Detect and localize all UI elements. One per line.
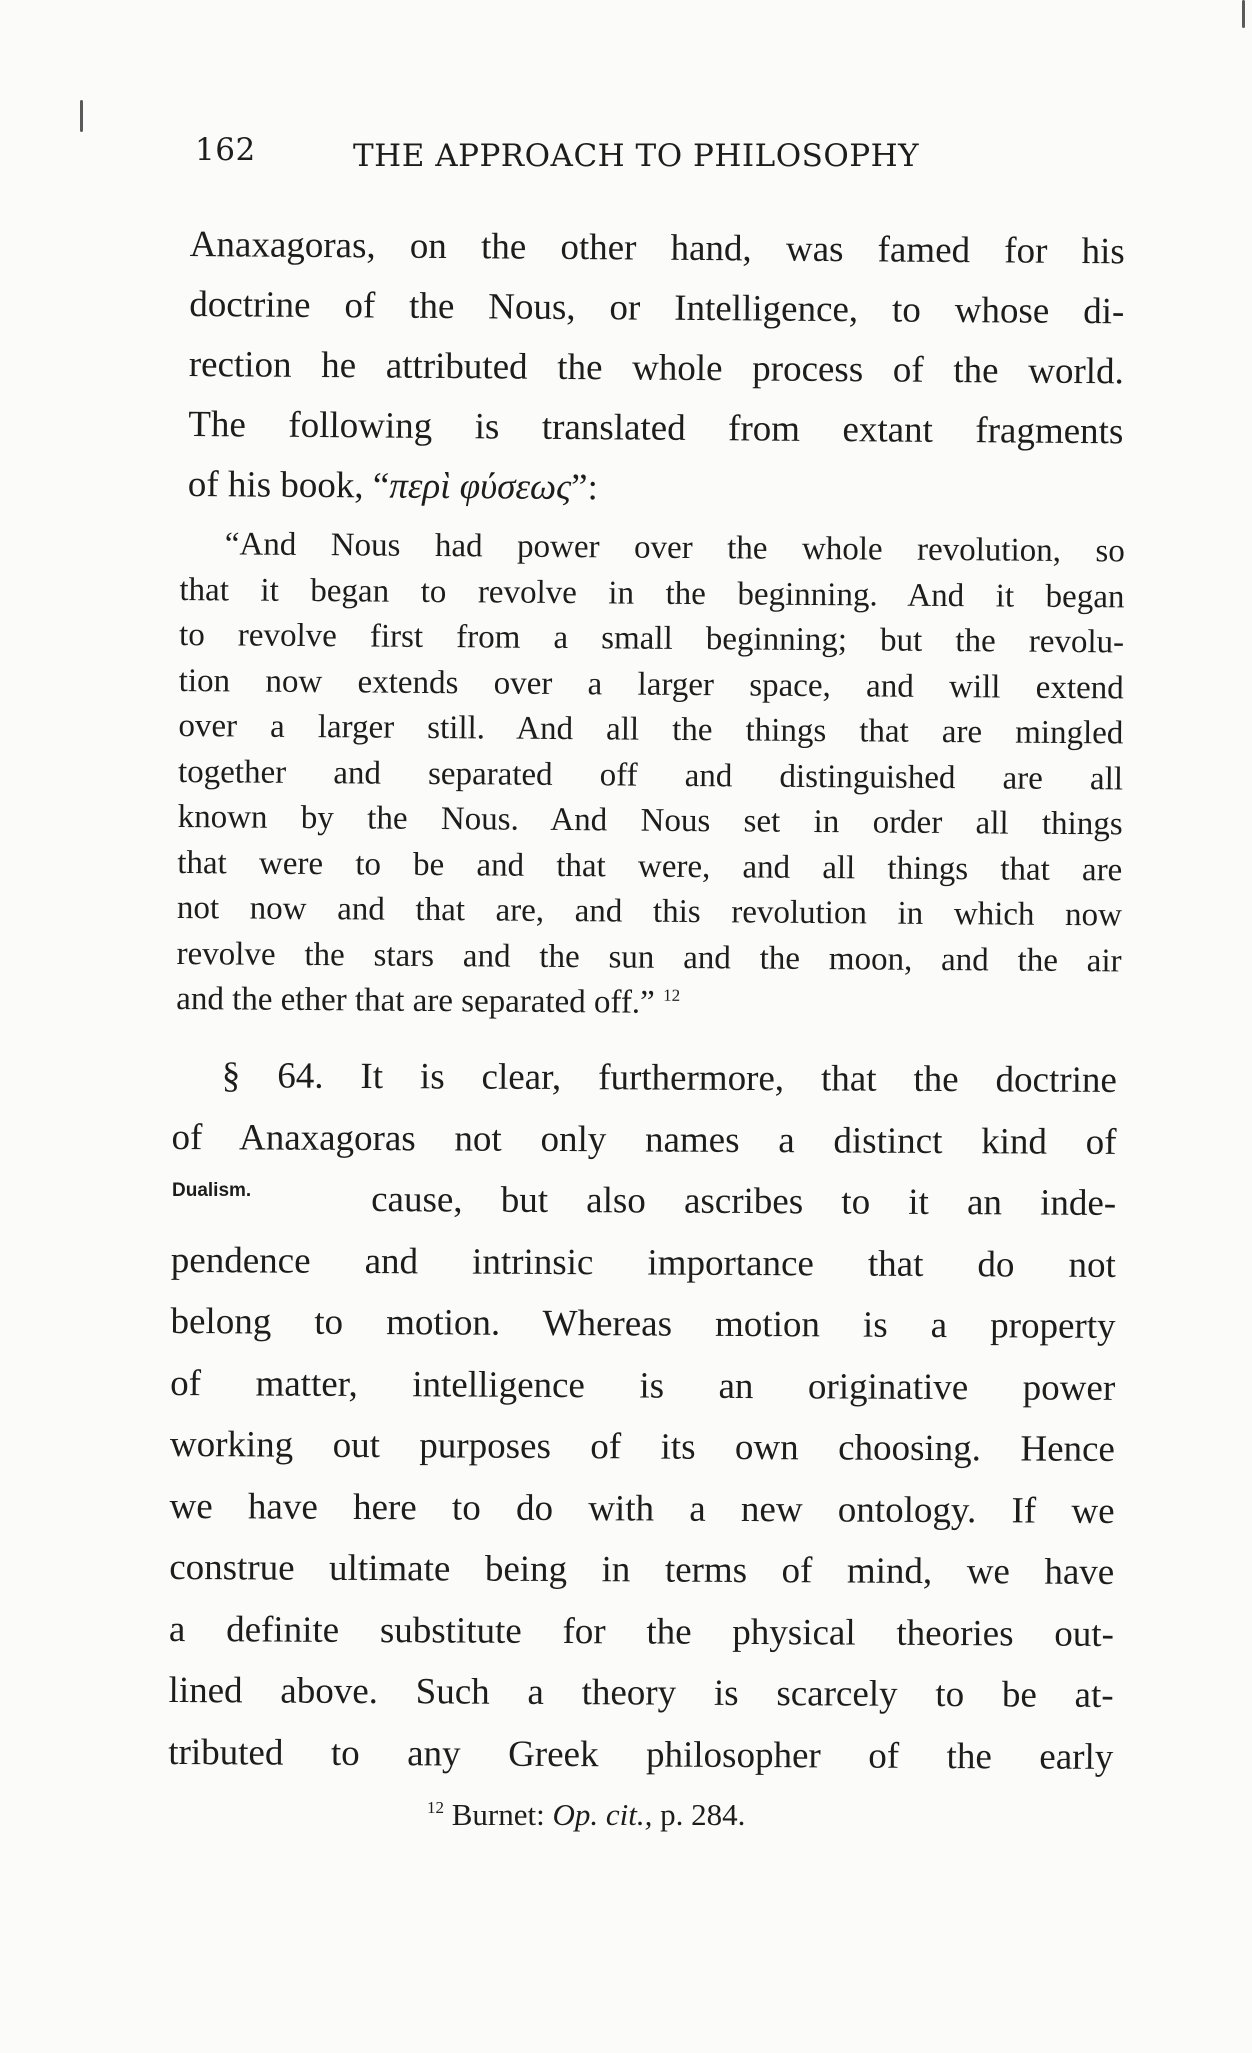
footnote-reference: 12 bbox=[663, 985, 681, 1005]
footnote-page: p. 284. bbox=[660, 1797, 746, 1832]
text-line: tributed to any Greek philosopher of the early bbox=[168, 1731, 1114, 1778]
text-line: a definite substitute for the physical theories out- bbox=[168, 1608, 1115, 1655]
text-line: lined above. Such a theory is scarcely to be at- bbox=[168, 1669, 1114, 1716]
running-title: THE APPROACH TO PHILOSOPHY bbox=[353, 138, 920, 174]
running-head bbox=[195, 132, 985, 182]
quote-line: over a larger still. And all the things that are mingled bbox=[178, 707, 1124, 752]
quote-line: that it began to revolve in the beginning. And it began bbox=[179, 571, 1125, 615]
text-line: cause, but also ascribes to it an inde- bbox=[371, 1179, 1117, 1224]
text-line: The following is translated from extant fragments bbox=[188, 403, 1124, 453]
section-paragraph bbox=[168, 1045, 1117, 1788]
quote-line: “And Nous had power over the whole revolution, so bbox=[224, 526, 1125, 570]
quote-line: known by the Nous. And Nous set in order all things bbox=[177, 798, 1123, 843]
quote-line: that were to be and that were, and all things that are bbox=[177, 844, 1123, 888]
text-line: construe ultimate being in terms of mind, we have bbox=[169, 1546, 1115, 1593]
text-fragment: ”: bbox=[570, 467, 599, 509]
text-line bbox=[188, 455, 1123, 522]
text-line: doctrine of the Nous, or Intelligence, to whose di- bbox=[189, 283, 1125, 333]
text-line: pendence and intrinsic importance that do not bbox=[170, 1239, 1116, 1286]
quote-line: revolve the stars and the sun and the moon, and the air bbox=[176, 935, 1122, 979]
page-number: 162 bbox=[195, 132, 256, 168]
quote-line: tion now extends over a larger space, and will extend bbox=[178, 662, 1124, 706]
text-line: belong to motion. Whereas motion is a property bbox=[170, 1300, 1116, 1347]
quote-line: together and separated off and distinguished are all bbox=[177, 753, 1124, 797]
text-line: working out purposes of its own choosing. Hence bbox=[169, 1423, 1116, 1470]
text-fragment: of his book, “ bbox=[187, 463, 390, 507]
text-line: Anaxagoras, on the other hand, was famed for his bbox=[189, 223, 1125, 273]
text-line: of matter, intelligence is an originative power bbox=[170, 1362, 1116, 1409]
ink-mark bbox=[1242, 0, 1245, 28]
text-line: § 64. It is clear, furthermore, that the doctrine bbox=[221, 1055, 1117, 1101]
ink-mark bbox=[80, 100, 83, 132]
text-line: rection he attributed the whole process of the world. bbox=[188, 343, 1124, 393]
text-line: of Anaxagoras not only names a distinct kind of bbox=[171, 1116, 1117, 1163]
block-quote bbox=[176, 522, 1125, 1030]
quote-line: to revolve first from a small beginning; but the revolu- bbox=[178, 616, 1125, 661]
greek-book-title: περὶ φύσεως bbox=[389, 465, 572, 509]
quote-line bbox=[176, 977, 1121, 1030]
footnote-author: Burnet: bbox=[451, 1797, 545, 1832]
margin-note: Dualism. bbox=[172, 1180, 252, 1201]
quote-line: not now and that are, and this revolution in which now bbox=[176, 889, 1123, 934]
text-fragment: and the ether that are separated off.” bbox=[176, 980, 655, 1021]
footnote-work: Op. cit., bbox=[552, 1797, 653, 1832]
intro-paragraph bbox=[188, 215, 1125, 522]
footnote-number: 12 bbox=[427, 1798, 444, 1817]
footnote bbox=[427, 1797, 745, 1833]
text-line: we have here to do with a new ontology. If we bbox=[169, 1485, 1115, 1532]
